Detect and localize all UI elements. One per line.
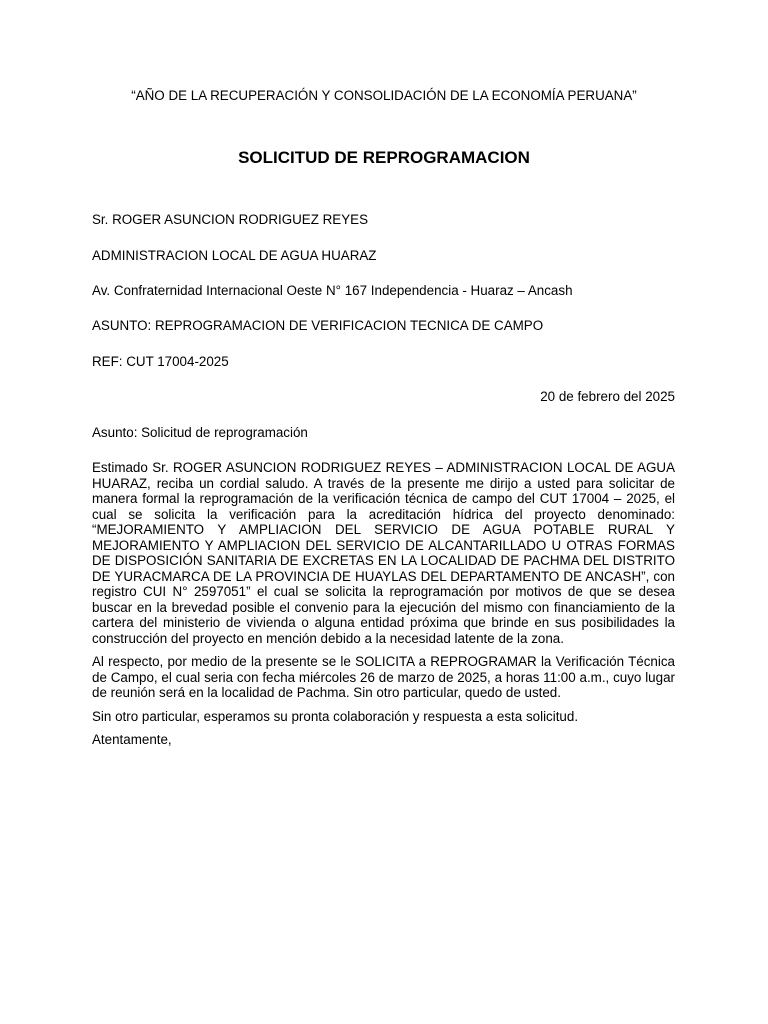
- body-paragraph-greeting: Estimado Sr. ROGER ASUNCION RODRIGUEZ REYES – ADMINISTRACION LOCAL DE AGUA HUARAZ, reciba un cordial saludo. A través de la presente me dirijo a usted para solicitar de manera formal la reprogramación de la verificación técnica de campo del CUT 17004 – 2025, el cual se solicita la verificación para la acreditación hídrica del proyecto denominado: “MEJORAMIENTO Y AMPLIACION DEL SERVICIO DE AGUA POTABLE RURAL Y MEJORAMIENTO Y AMPLIACION DEL SERVICIO DE ALCANTARILLADO U OTRAS FORMAS DE DISPOSICIÓN SANITARIA DE EXCRETAS EN LA LOCALIDAD DE PACHMA DEL DISTRITO DE YURACMARCA DE LA PROVINCIA DE HUAYLAS DEL DEPARTAMENTO DE ANCASH”, con registro CUI N° 2597051” el cual se solicita la reprogramación por motivos de que se desea buscar en la brevedad posible el convenio para la ejecución del mismo con financiamiento de la cartera del ministerio de vivienda o alguna entidad próxima que brinde en sus posibilidades la construcción del proyecto en mención debido a la necesidad latente de la zona.: [92, 460, 675, 646]
- body-paragraph-signoff: Atentamente,: [92, 732, 172, 747]
- body-paragraph-request: Al respecto, por medio de la presente se le SOLICITA a REPROGRAMAR la Verificación Técnica de Campo, el cual seria con fecha miércoles 26 de marzo de 2025, a horas 11:00 a.m., cuyo lugar de reunión será en la localidad de Pachma. Sin otro particular, quedo de usted.: [92, 654, 675, 700]
- recipient-name: Sr. ROGER ASUNCION RODRIGUEZ REYES: [92, 212, 369, 227]
- letter-date: 20 de febrero del 2025: [540, 389, 675, 404]
- year-motto: “AÑO DE LA RECUPERACIÓN Y CONSOLIDACIÓN DE LA ECONOMÍA PERUANA”: [131, 88, 637, 103]
- recipient-office: ADMINISTRACION LOCAL DE AGUA HUARAZ: [92, 248, 377, 263]
- recipient-address: Av. Confraternidad Internacional Oeste N° 167 Independencia - Huaraz – Ancash: [92, 283, 573, 298]
- body-paragraph-closing: Sin otro particular, esperamos su pronta colaboración y respuesta a esta solicitud.: [92, 708, 579, 724]
- document-title: SOLICITUD DE REPROGRAMACION: [238, 148, 530, 167]
- subject-short: Asunto: Solicitud de reprogramación: [92, 425, 308, 440]
- reference-line: REF: CUT 17004-2025: [92, 354, 229, 369]
- subject-line: ASUNTO: REPROGRAMACION DE VERIFICACION TECNICA DE CAMPO: [92, 318, 544, 333]
- letter-body: [92, 460, 675, 756]
